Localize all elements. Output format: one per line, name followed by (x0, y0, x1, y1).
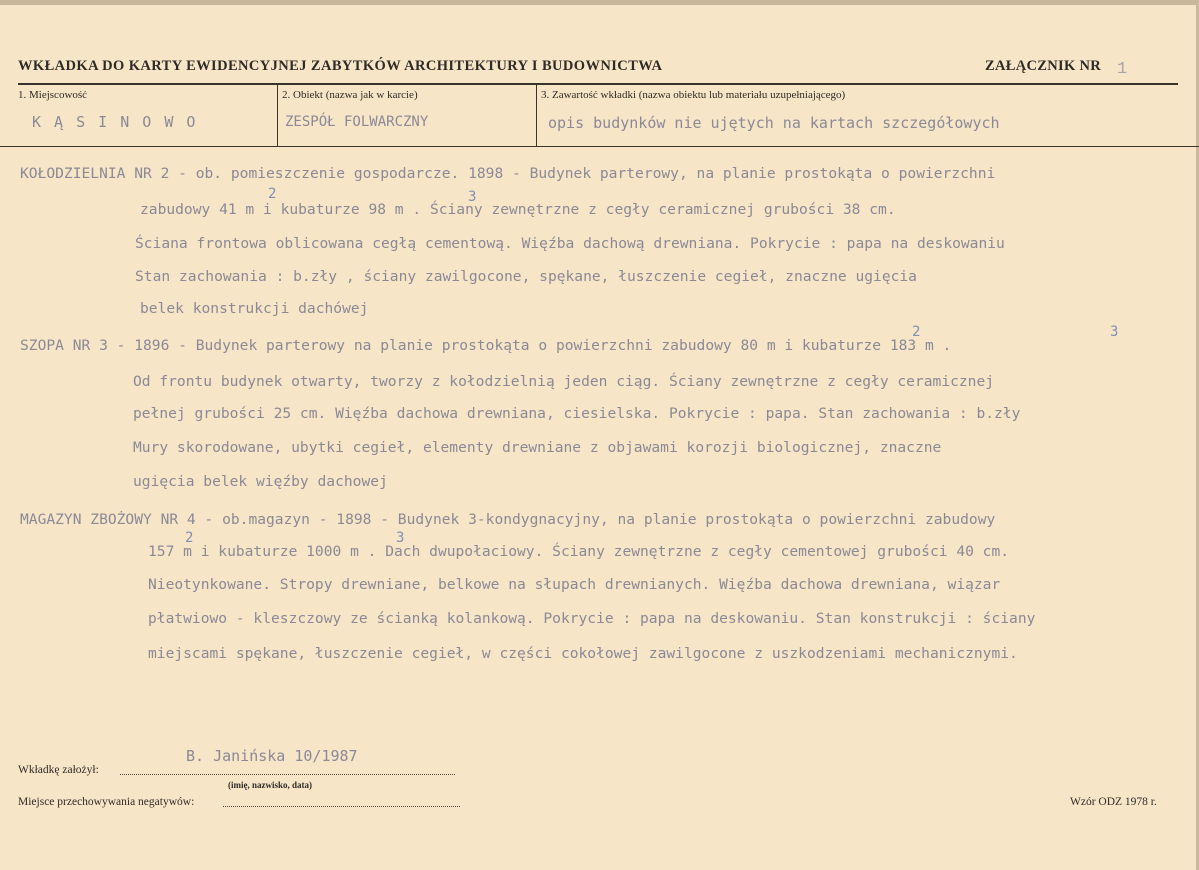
annex-number: 1 (1117, 60, 1128, 79)
body-line: 157 m i kubaturze 1000 m . Dach dwupołaciowy. Ściany zewnętrzne z cegły cementowej grubości 40 cm. (148, 543, 1010, 560)
superscript: 2 (268, 186, 277, 202)
body-line: pełnej grubości 25 cm. Więźba dachowa drewniana, ciesielska. Pokrycie : papa. Stan zachowania : b.zły (133, 405, 1021, 422)
author-value: B. Janińska 10/1987 (186, 747, 358, 765)
field-divider-1 (277, 84, 278, 146)
superscript: 2 (912, 324, 921, 340)
place-value: K Ą S I N O W O (32, 113, 198, 131)
field-divider-2 (536, 84, 537, 146)
header-rule (18, 83, 1178, 85)
body-line: KOŁODZIELNIA NR 2 - ob. pomieszczenie gospodarcze. 1898 - Budynek parterowy, na planie prostokąta o powierzchni (20, 165, 996, 182)
body-line: ugięcia belek więźby dachowej (133, 473, 388, 490)
author-note: (imię, nazwisko, data) (228, 780, 312, 790)
body-line: Mury skorodowane, ubytki cegieł, elementy drewniane z objawami korozji biologicznej, znaczne (133, 439, 942, 456)
body-line: Ściana frontowa oblicowana cegłą cementową. Więźba dachową drewniana. Pokrycie : papa na deskowaniu (135, 235, 1005, 252)
body-line: zabudowy 41 m i kubaturze 98 m . Ściany zewnętrzne z cegły ceramicznej grubości 38 cm. (140, 201, 896, 218)
superscript: 2 (185, 530, 194, 546)
superscript: 3 (396, 530, 405, 546)
fields-rule (0, 146, 1199, 147)
body-line: Nieotynkowane. Stropy drewniane, belkowe na słupach drewnianych. Więźba dachowa drewniana, wiązar (148, 576, 1001, 593)
content-label: 3. Zawartość wkładki (nazwa obiektu lub materiału uzupełniającego) (541, 89, 846, 101)
content-value: opis budynków nie ujętych na kartach szczegółowych (548, 114, 1000, 132)
author-label: Wkładkę założył: (18, 764, 99, 776)
body-line: Stan zachowania : b.zły , ściany zawilgocone, spękane, łuszczenie cegieł, znaczne ugięcia (135, 268, 917, 285)
form-reference: Wzór ODZ 1978 r. (1070, 796, 1157, 808)
form-title: WKŁADKA DO KARTY EWIDENCYJNEJ ZABYTKÓW ARCHITEKTURY I BUDOWNICTWA (18, 58, 663, 74)
body-line: SZOPA NR 3 - 1896 - Budynek parterowy na planie prostokąta o powierzchni zabudowy 80 m i kubaturze 183 m . (20, 337, 952, 354)
place-label: 1. Miejscowość (18, 89, 88, 101)
superscript: 3 (468, 189, 477, 205)
body-line: Od frontu budynek otwarty, tworzy z kołodzielnią jeden ciąg. Ściany zewnętrzne z cegły ceramicznej (133, 373, 995, 390)
body-line: płatwiowo - kleszczowy ze ścianką kolankową. Pokrycie : papa na deskowaniu. Stan konstrukcji : ściany (148, 610, 1036, 627)
body-line: belek konstrukcji dachówej (140, 300, 369, 317)
author-dotted-line (120, 774, 455, 775)
body-line: miejscami spękane, łuszczenie cegieł, w części cokołowej zawilgocone z uszkodzeniami mechanicznymi. (148, 645, 1018, 662)
storage-label: Miejsce przechowywania negatywów: (18, 796, 195, 808)
storage-dotted-line (223, 806, 460, 807)
object-value: ZESPÓŁ FOLWARCZNY (285, 114, 429, 130)
card-top-edge (0, 0, 1199, 5)
body-line: MAGAZYN ZBOŻOWY NR 4 - ob.magazyn - 1898 - Budynek 3-kondygnacyjny, na planie prostokąta o powierzchni zabudowy (20, 511, 996, 528)
annex-label: ZAŁĄCZNIK NR (985, 58, 1101, 74)
superscript: 3 (1110, 324, 1119, 340)
object-label: 2. Obiekt (nazwa jak w karcie) (282, 89, 418, 101)
